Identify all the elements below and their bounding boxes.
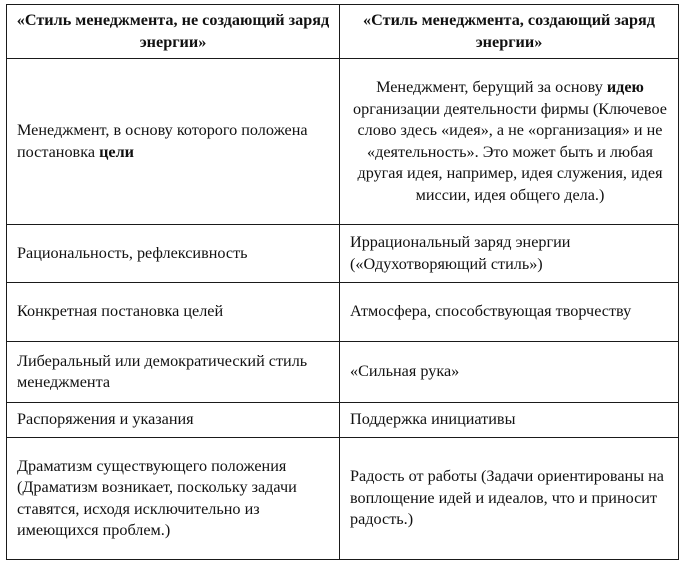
table-row: [7, 225, 679, 283]
keyword-idea: идею: [606, 78, 644, 96]
keyword-goal: цели: [99, 142, 134, 161]
cell-creative-atmosphere: Атмосфера, способствующая творчеству: [340, 283, 679, 342]
comparison-table: [6, 4, 679, 560]
cell-goal-based-management: [7, 59, 340, 225]
cell-text: Менеджмент, берущий за основу: [376, 78, 607, 96]
cell-liberal-style: Либеральный или демократический стиль менеджмента: [7, 342, 340, 403]
header-row: [7, 5, 679, 59]
header-non-energizing-style: «Стиль менеджмента, не создающий заряд энергии»: [7, 5, 340, 59]
header-energizing-style: «Стиль менеджмента, создающий заряд энергии»: [340, 5, 679, 59]
table-row: [7, 342, 679, 403]
cell-strong-hand: «Сильная рука»: [340, 342, 679, 403]
cell-text: организации деятельности фирмы (Ключевое слово здесь «идея», а не «организация» и не «деятельность». Это может быть и любая другая идея, например, идея служения, идея миссии, идея общего дела.): [353, 99, 667, 204]
cell-text: Менеджмент, в основу которого положена постановка: [17, 121, 308, 161]
cell-rationality: Рациональность, рефлексивность: [7, 225, 340, 283]
table-row: [7, 438, 679, 560]
table-row: [7, 59, 679, 225]
cell-idea-based-management: [340, 59, 679, 225]
cell-irrational-energy: Иррациональный заряд энергии («Одухотворяющий стиль»): [340, 225, 679, 283]
table-row: [7, 403, 679, 438]
cell-initiative-support: Поддержка инициативы: [340, 403, 679, 438]
cell-concrete-goals: Конкретная постановка целей: [7, 283, 340, 342]
cell-orders: Распоряжения и указания: [7, 403, 340, 438]
cell-drama: Драматизм существующего положения (Драматизм возникает, поскольку задачи ставятся, исходя исключительно из имеющихся проблем.): [7, 438, 340, 560]
table-row: [7, 283, 679, 342]
cell-joy-of-work: Радость от работы (Задачи ориентированы на воплощение идей и идеалов, что и приносит радость.): [340, 438, 679, 560]
